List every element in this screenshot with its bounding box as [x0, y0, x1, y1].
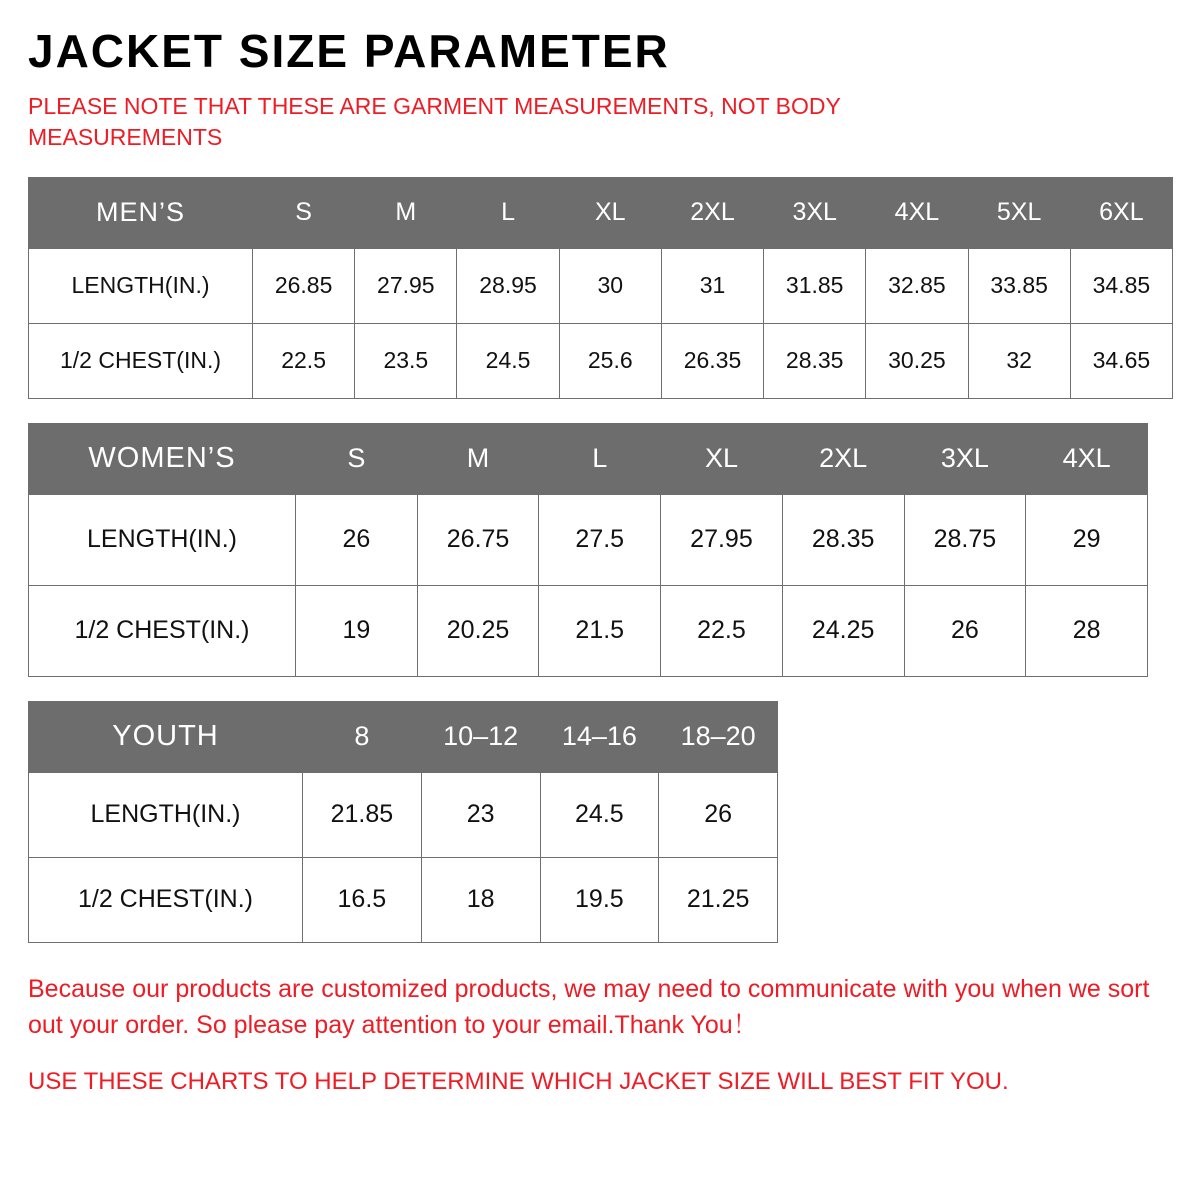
table-cell: 19.5: [540, 857, 659, 942]
mens-size-header: 4XL: [866, 177, 968, 248]
table-row: [29, 585, 1148, 676]
table-cell: 31.85: [764, 248, 866, 323]
table-cell: 23: [421, 772, 540, 857]
table-cell: 22.5: [661, 585, 783, 676]
table-cell: 33.85: [968, 248, 1070, 323]
table-cell: 26.35: [661, 323, 763, 398]
womens-size-header: 3XL: [904, 423, 1026, 494]
mens-size-header: S: [253, 177, 355, 248]
womens-row-label-length: LENGTH(IN.): [29, 494, 296, 585]
page-title: JACKET SIZE PARAMETER: [28, 25, 670, 77]
table-cell: 19: [296, 585, 418, 676]
table-cell: 18: [421, 857, 540, 942]
youth-row-label-chest: 1/2 CHEST(IN.): [29, 857, 303, 942]
womens-size-header: M: [417, 423, 539, 494]
mens-size-header: 5XL: [968, 177, 1070, 248]
table-cell: 22.5: [253, 323, 355, 398]
table-cell: 32: [968, 323, 1070, 398]
table-header-row: [29, 423, 1148, 494]
table-header-row: [29, 177, 1173, 248]
customization-note: Because our products are customized products, we may need to communicate with you when we sort out your order. So please pay attention to your email.Thank You！: [28, 974, 1150, 1039]
mens-size-header: 2XL: [661, 177, 763, 248]
table-cell: 21.5: [539, 585, 661, 676]
womens-size-header: 2XL: [782, 423, 904, 494]
table-cell: 28.95: [457, 248, 559, 323]
youth-size-header: 18–20: [659, 701, 778, 772]
table-cell: 28.35: [782, 494, 904, 585]
table-cell: 26.75: [417, 494, 539, 585]
womens-size-header: 4XL: [1026, 423, 1148, 494]
table-cell: 24.25: [782, 585, 904, 676]
table-cell: 27.95: [661, 494, 783, 585]
table-cell: 27.5: [539, 494, 661, 585]
table-row: [29, 494, 1148, 585]
womens-row-label-chest: 1/2 CHEST(IN.): [29, 585, 296, 676]
table-cell: 26: [659, 772, 778, 857]
table-cell: 27.95: [355, 248, 457, 323]
youth-size-header: 10–12: [421, 701, 540, 772]
womens-size-table: [28, 423, 1148, 677]
mens-size-header: 3XL: [764, 177, 866, 248]
table-cell: 34.65: [1070, 323, 1172, 398]
youth-size-header: 8: [303, 701, 422, 772]
table-cell: 28: [1026, 585, 1148, 676]
womens-size-header: S: [296, 423, 418, 494]
table-cell: 31: [661, 248, 763, 323]
table-header-row: [29, 701, 778, 772]
table-cell: 34.85: [1070, 248, 1172, 323]
youth-size-table: [28, 701, 778, 943]
table-row: [29, 772, 778, 857]
table-cell: 26: [904, 585, 1026, 676]
youth-row-label-length: LENGTH(IN.): [29, 772, 303, 857]
table-cell: 25.6: [559, 323, 661, 398]
table-row: [29, 248, 1173, 323]
table-cell: 23.5: [355, 323, 457, 398]
table-cell: 16.5: [303, 857, 422, 942]
table-row: [29, 323, 1173, 398]
table-row: [29, 857, 778, 942]
table-cell: 29: [1026, 494, 1148, 585]
womens-size-header: XL: [661, 423, 783, 494]
table-cell: 26.85: [253, 248, 355, 323]
mens-size-header: 6XL: [1070, 177, 1172, 248]
table-cell: 20.25: [417, 585, 539, 676]
table-cell: 28.75: [904, 494, 1026, 585]
table-cell: 30: [559, 248, 661, 323]
table-cell: 26: [296, 494, 418, 585]
table-cell: 21.85: [303, 772, 422, 857]
table-cell: 21.25: [659, 857, 778, 942]
mens-row-label-length: LENGTH(IN.): [29, 248, 253, 323]
mens-size-header: L: [457, 177, 559, 248]
table-cell: 28.35: [764, 323, 866, 398]
table-cell: 32.85: [866, 248, 968, 323]
youth-category-label: YOUTH: [29, 701, 303, 772]
youth-size-header: 14–16: [540, 701, 659, 772]
mens-category-label: MEN’S: [29, 177, 253, 248]
mens-size-table: [28, 177, 1173, 399]
mens-size-header: XL: [559, 177, 661, 248]
table-cell: 24.5: [457, 323, 559, 398]
table-cell: 30.25: [866, 323, 968, 398]
table-cell: 24.5: [540, 772, 659, 857]
mens-size-header: M: [355, 177, 457, 248]
chart-usage-note: USE THESE CHARTS TO HELP DETERMINE WHICH JACKET SIZE WILL BEST FIT YOU.: [28, 1068, 1009, 1096]
womens-category-label: WOMEN’S: [29, 423, 296, 494]
mens-row-label-chest: 1/2 CHEST(IN.): [29, 323, 253, 398]
womens-size-header: L: [539, 423, 661, 494]
garment-measurement-note: PLEASE NOTE THAT THESE ARE GARMENT MEASUREMENTS, NOT BODY MEASUREMENTS: [28, 92, 841, 150]
